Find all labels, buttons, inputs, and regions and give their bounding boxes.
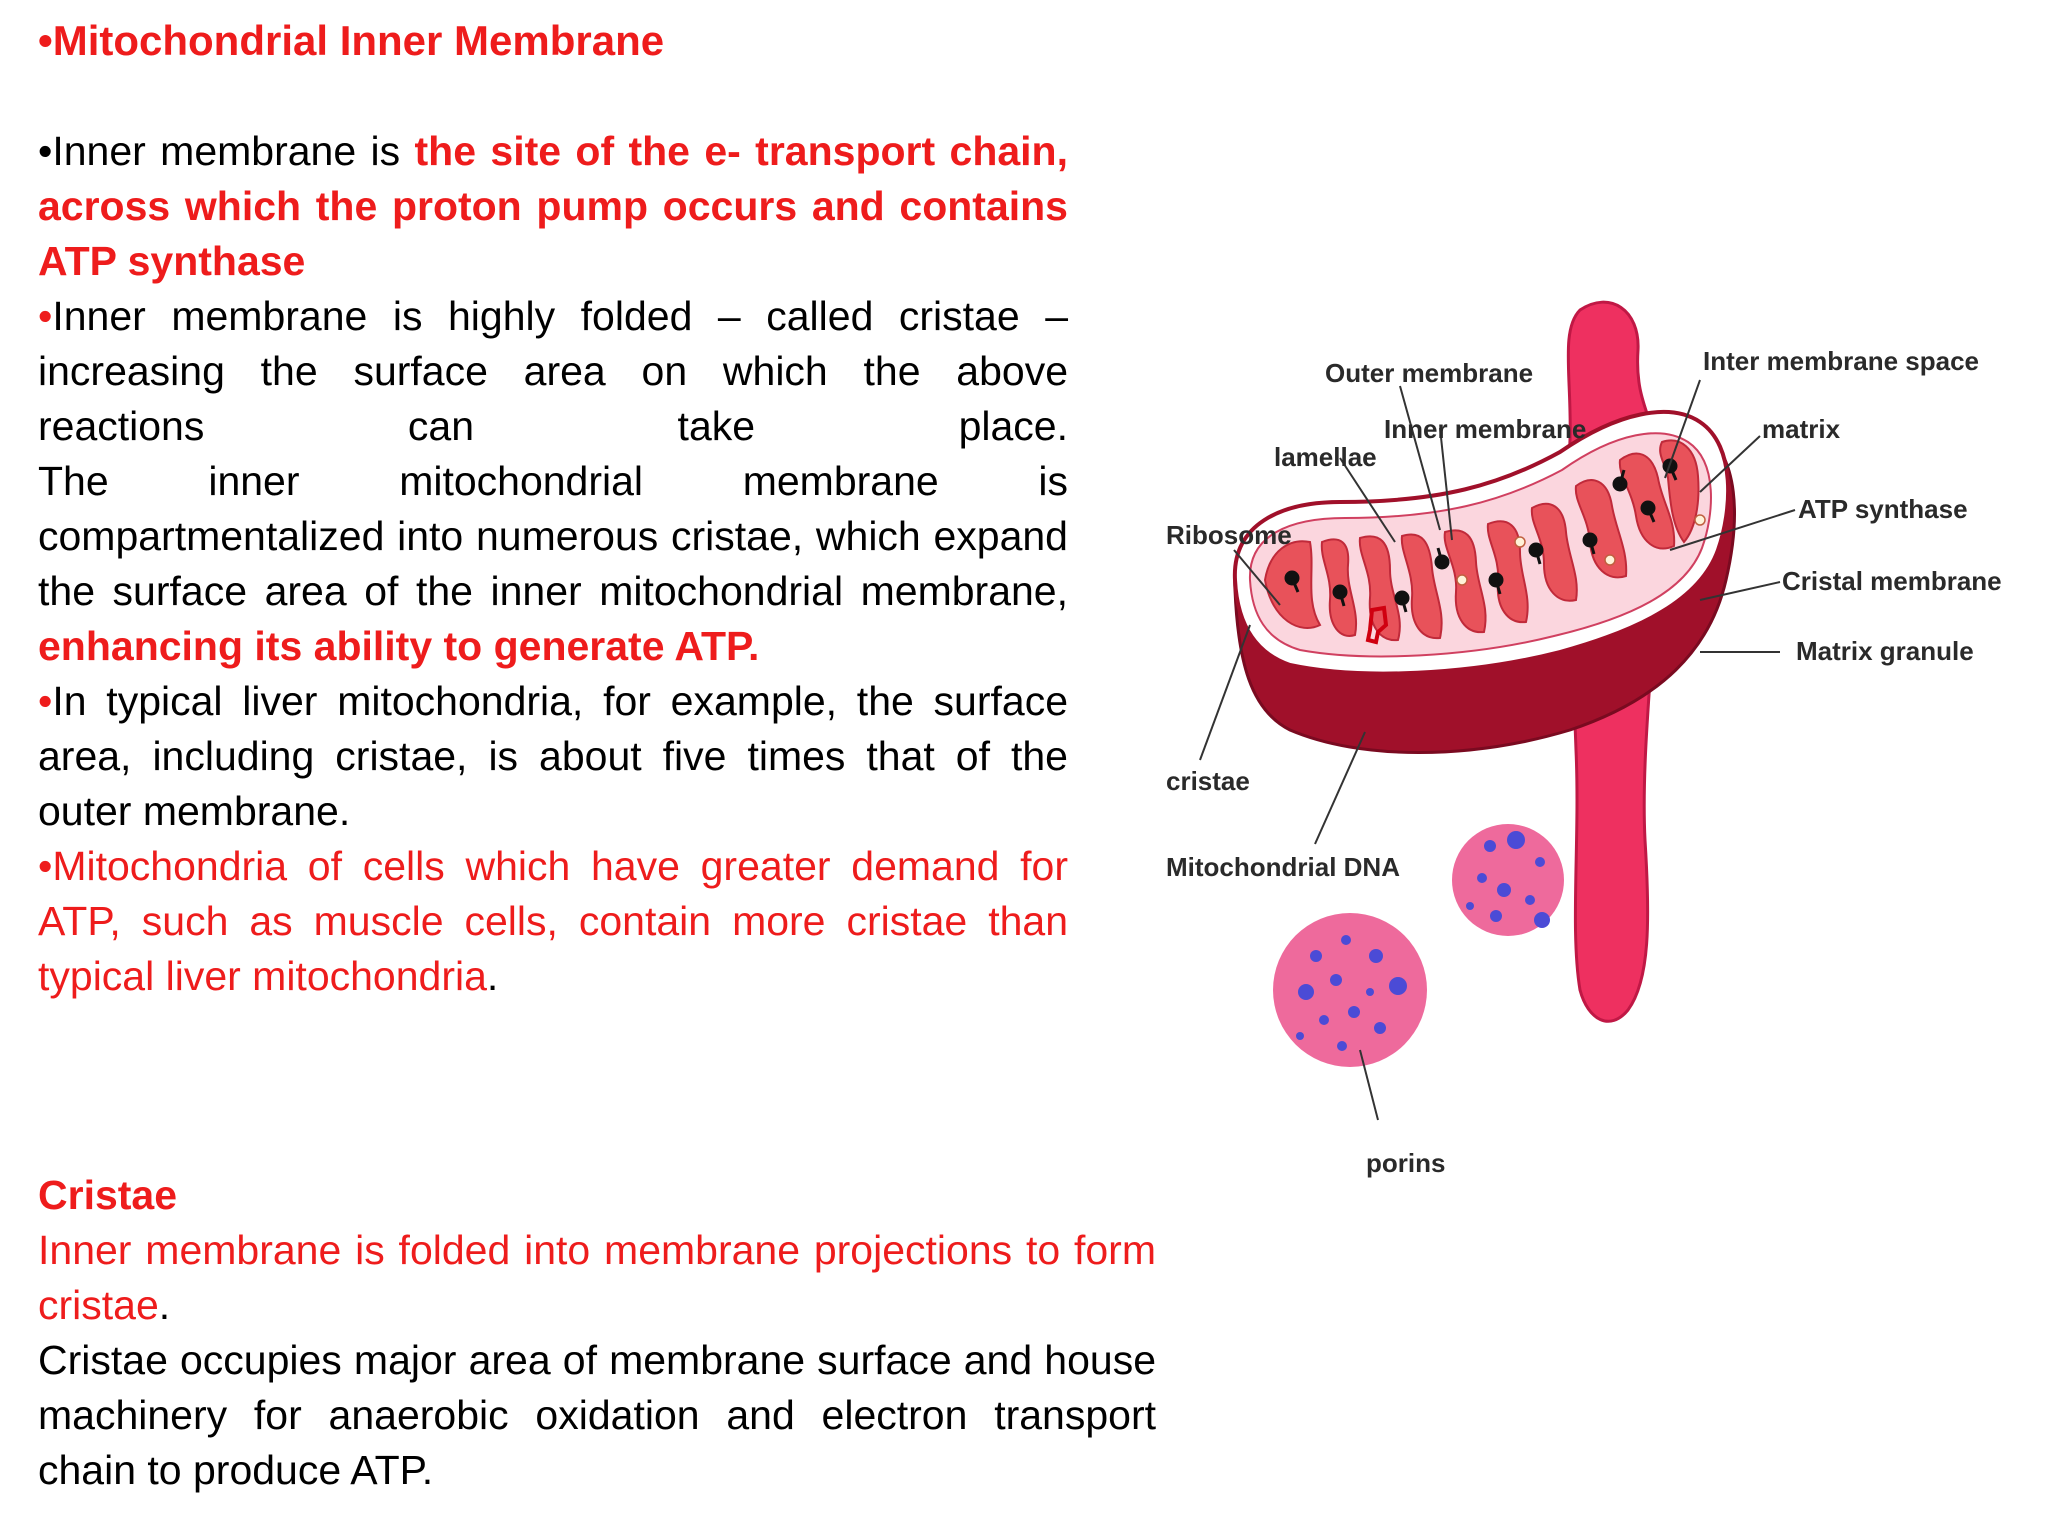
main-text-block xyxy=(38,124,1068,1004)
label-cristae: cristae xyxy=(1166,766,1250,796)
bullet3-dot: • xyxy=(38,678,53,724)
label-porins: porins xyxy=(1366,1148,1446,1178)
cristae-heading: Cristae xyxy=(38,1172,178,1218)
label-mitochondrial-dna: Mitochondrial DNA xyxy=(1166,852,1400,882)
page-title: •Mitochondrial Inner Membrane xyxy=(38,17,665,64)
porin-circle-large xyxy=(1273,913,1427,1067)
cristae-description: Cristae occupies major area of membrane surface and house machinery for anaerobic oxidation and electron transport chain to produce ATP. xyxy=(38,1337,1156,1493)
label-intermembrane-space: Inter membrane space xyxy=(1703,346,1980,376)
mitochondrion-diagram xyxy=(1140,280,2020,1200)
cristae-definition xyxy=(38,1223,1156,1333)
bullet2-text2: The inner mitochondrial membrane is compartmentalized into numerous cristae, which expand the surface area of the inner mitochondrial membrane, xyxy=(38,458,1068,614)
porin-circle-small xyxy=(1452,824,1564,936)
label-outer-membrane: Outer membrane xyxy=(1325,358,1534,388)
label-cristal-membrane: Cristal membrane xyxy=(1782,566,2002,596)
bullet-muscle-cells xyxy=(38,839,1068,1004)
label-atp-synthase: ATP synthase xyxy=(1798,494,1968,524)
cristae-line1-end: . xyxy=(158,1282,171,1328)
bullet2-dot: • xyxy=(38,293,53,339)
bullet3-text: In typical liver mitochondria, for example, the surface area, including cristae, is about five times that of the outer membrane. xyxy=(38,678,1068,834)
bullet2-emphasis: enhancing its ability to generate ATP. xyxy=(38,623,760,669)
bullet4-end: . xyxy=(486,953,499,999)
label-lamellae: lamellae xyxy=(1274,442,1377,472)
label-matrix-granule: Matrix granule xyxy=(1796,636,1974,666)
bullet-highly-folded xyxy=(38,289,1068,454)
cristae-section xyxy=(38,1168,1156,1498)
bullet-compartmentalized xyxy=(38,454,1068,674)
bullet2-text1: Inner membrane is highly folded – called cristae – increasing the surface area on which the above reactions can take place. xyxy=(38,293,1068,449)
bullet-liver-mitochondria xyxy=(38,674,1068,839)
bullet4-text: •Mitochondria of cells which have greater demand for ATP, such as muscle cells, contain more cristae than typical liver mitochondria xyxy=(38,843,1068,999)
label-ribosome: Ribosome xyxy=(1166,520,1292,550)
bullet1-emphasis: the site of the e- transport chain, across which the proton pump occurs and contains ATP synthase xyxy=(38,128,1068,284)
label-inner-membrane: Inner membrane xyxy=(1384,414,1587,444)
cristae-line1: Inner membrane is folded into membrane projections to form cristae xyxy=(38,1227,1156,1328)
label-matrix: matrix xyxy=(1762,414,1841,444)
bullet1-prefix: •Inner membrane is xyxy=(38,128,415,174)
bullet-electron-transport xyxy=(38,124,1068,289)
